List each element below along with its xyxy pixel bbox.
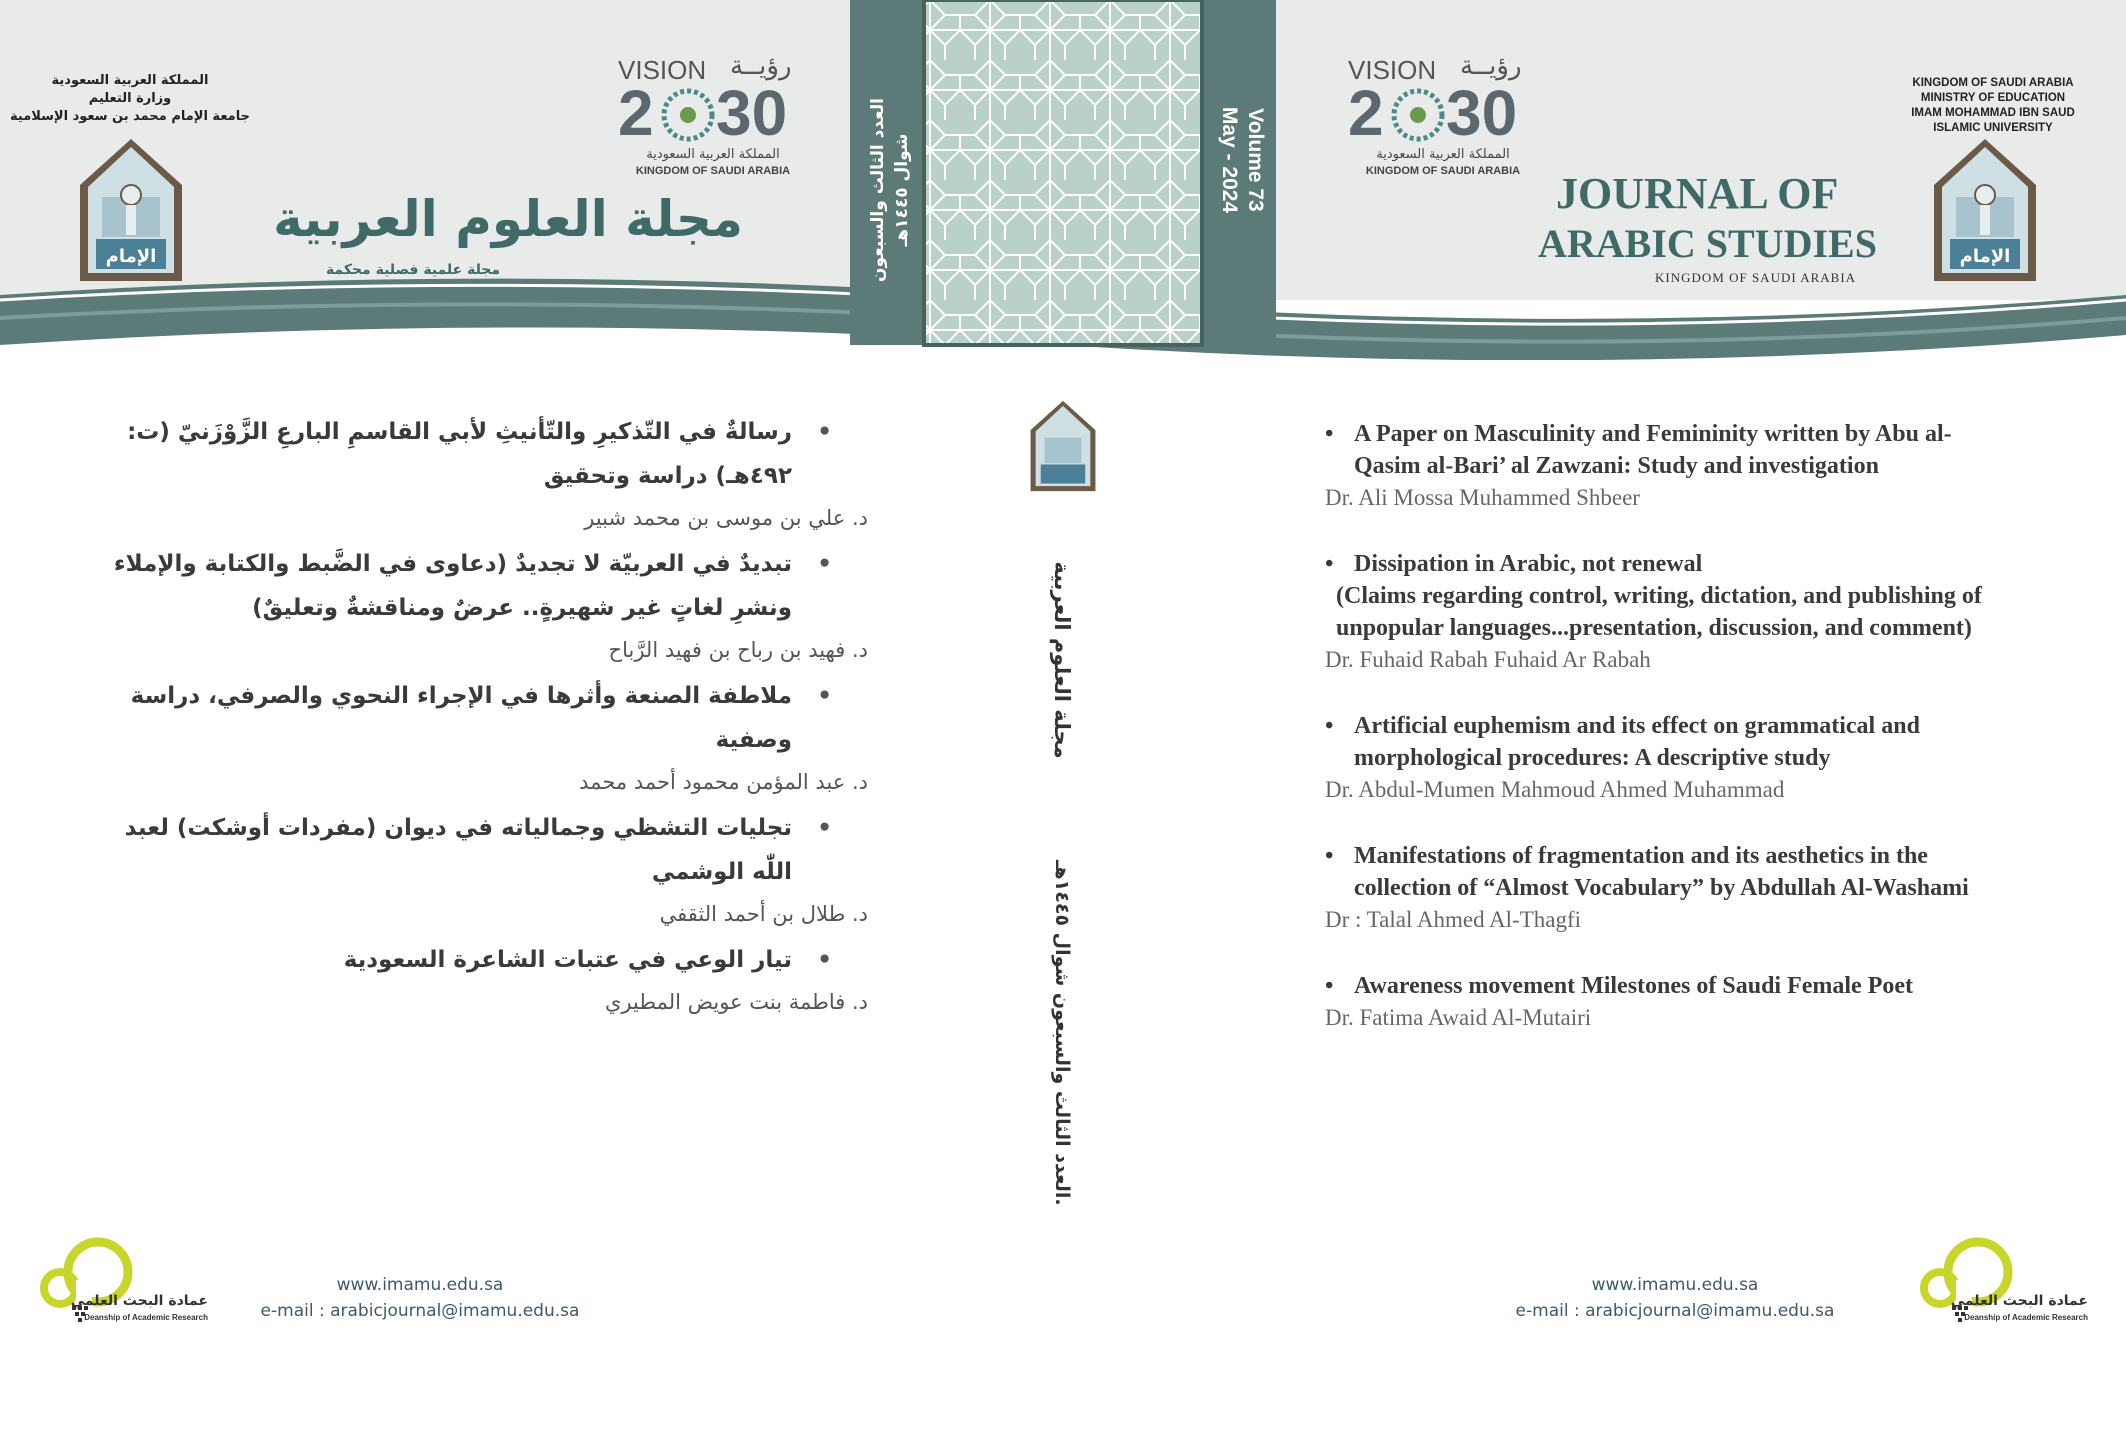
- deanship-ar: عمادة البحث العلمي: [70, 1293, 208, 1309]
- country-label: المملكة العربية السعودية: [51, 73, 209, 88]
- article-author: د. فاطمة بنت عويض المطيري: [605, 990, 868, 1014]
- arabic-articles-list: [100, 410, 868, 1026]
- article-title-line: Artificial euphemism and its effect on grammatical and: [1354, 713, 1920, 739]
- article-title-line: A Paper on Masculinity and Femininity written by Abu al-: [1354, 421, 1952, 447]
- article-title-line: unpopular languages...presentation, discussion, and comment): [1336, 615, 1972, 641]
- bullet: •: [1325, 713, 1334, 739]
- bullet: •: [1325, 973, 1334, 999]
- spine-issue-vertical: [866, 70, 926, 310]
- vision-2030-logo-front: [1348, 51, 1548, 185]
- university-label: IMAM MOHAMMAD IBN SAUD: [1911, 107, 2075, 119]
- spine-volume-vertical: [1208, 85, 1268, 235]
- vision-country-ar: المملكة العربية السعودية: [646, 147, 780, 162]
- article-title: تبديدٌ في العربيّة لا تجديدٌ (دعاوى في الضَّبط والكتابة والإملاء ونشرِ لغاتٍ غير شهيرةٍ.. عرضٌ ومناقشةٌ وتعليقٌ): [113, 551, 792, 621]
- article-author: Dr. Ali Mossa Muhammed Shbeer: [1325, 485, 1640, 510]
- logo-text: الإمام: [1959, 246, 2011, 267]
- deanship-ar: عمادة البحث العلمي: [1950, 1293, 2088, 1309]
- email-link[interactable]: e-mail : arabicjournal@imamu.edu.sa: [260, 1301, 580, 1321]
- journal-title-arabic: مجلة العلوم العربية: [273, 190, 743, 248]
- website-link[interactable]: www.imamu.edu.sa: [336, 1275, 504, 1295]
- ministry-label: MINISTRY OF EDUCATION: [1920, 92, 2066, 104]
- article-title-line: Qasim al-Bari’ al Zawzani: Study and investigation: [1354, 453, 1879, 479]
- article-author: Dr. Abdul-Mumen Mahmoud Ahmed Muhammad: [1325, 777, 1785, 802]
- vision-2030-logo-back: [618, 51, 818, 185]
- spine-university-logo: [1028, 396, 1098, 496]
- deanship-en: Deanship of Academic Research: [84, 1313, 208, 1322]
- vision-word-ar: رؤيــة: [1460, 51, 1522, 81]
- deanship-logo-back: [20, 1236, 210, 1331]
- bullet: •: [817, 419, 832, 445]
- front-footer-contact: [1505, 1272, 1845, 1324]
- university-label: جامعة الإمام محمد بن سعود الإسلامية: [10, 109, 250, 124]
- email-link[interactable]: e-mail : arabicjournal@imamu.edu.sa: [1515, 1301, 1835, 1321]
- list-item: [100, 938, 868, 1022]
- ministry-label: وزارة التعليم: [88, 91, 172, 106]
- article-title-line: Manifestations of fragmentation and its aesthetics in the: [1354, 843, 1928, 869]
- list-item: [100, 806, 868, 934]
- vision-emblem-icon: [660, 87, 716, 143]
- article-title: ملاطفة الصنعة وأثرها في الإجراء النحوي والصرفي، دراسة وصفية: [130, 683, 792, 753]
- vision-year-2: 2: [1348, 77, 1384, 149]
- vision-country-ar: المملكة العربية السعودية: [1376, 147, 1510, 162]
- article-author: Dr. Fuhaid Rabah Fuhaid Ar Rabah: [1325, 647, 1651, 672]
- vision-word-en: VISION: [1348, 55, 1437, 85]
- back-footer-contact: [250, 1272, 590, 1324]
- bullet: •: [1325, 421, 1334, 447]
- website-link[interactable]: www.imamu.edu.sa: [1591, 1275, 1759, 1295]
- article-author: د. فهيد بن رباح بن فهيد الرَّباح: [608, 638, 868, 662]
- spine-date-ar: شوال ١٤٤٥هـ: [892, 133, 912, 247]
- bullet: •: [817, 815, 832, 841]
- vision-word-en: VISION: [618, 55, 707, 85]
- english-articles-list: [1325, 418, 2085, 1068]
- journal-subtitle-english: KINGDOM OF SAUDI ARABIA: [1655, 270, 1857, 285]
- vision-word-ar: رؤيــة: [730, 51, 792, 81]
- list-item: [1325, 418, 2085, 514]
- article-title-line: Awareness movement Milestones of Saudi Female Poet: [1354, 973, 1914, 999]
- article-title: تجليات التشظي وجمالياته في ديوان (مفردات أوشكت) لعبد اللّٰه الوشمي: [124, 815, 792, 885]
- spine-issue-ar: العدد الثالث والسبعون: [868, 98, 888, 282]
- list-item: [1325, 840, 2085, 936]
- article-title-line: (Claims regarding control, writing, dictation, and publishing of: [1336, 583, 1982, 609]
- article-author: د. علي بن موسى بن محمد شبير: [584, 506, 868, 530]
- list-item: [100, 674, 868, 802]
- back-header-arabic: [10, 72, 250, 126]
- vision-year-30: 30: [716, 77, 788, 149]
- list-item: [100, 410, 868, 538]
- list-item: [100, 542, 868, 670]
- bullet: •: [1325, 843, 1334, 869]
- university-label-2: ISLAMIC UNIVERSITY: [1933, 122, 2053, 134]
- bullet: •: [817, 551, 832, 577]
- bullet: •: [817, 683, 832, 709]
- country-label: KINGDOM OF SAUDI ARABIA: [1912, 77, 2074, 89]
- article-title-line: collection of “Almost Vocabulary” by Abdullah Al-Washami: [1354, 875, 1969, 901]
- list-item: [1325, 710, 2085, 806]
- vision-country-en: KINGDOM OF SAUDI ARABIA: [635, 165, 791, 177]
- journal-title-english-2: ARABIC STUDIES: [1538, 221, 1877, 266]
- list-item: [1325, 548, 2085, 676]
- spine-title-vertical: [1040, 560, 1080, 760]
- spine-issue-full: العدد الثالث والسبعون شوال ١٤٤٥هـ.: [1051, 860, 1073, 1206]
- vision-year-30: 30: [1446, 77, 1518, 149]
- vision-year-2: 2: [618, 77, 654, 149]
- front-header-english: [1888, 76, 2098, 136]
- spine-date-en: May - 2024: [1218, 106, 1241, 214]
- deanship-en: Deanship of Academic Research: [1964, 1313, 2088, 1322]
- article-title-line: morphological procedures: A descriptive study: [1354, 745, 1831, 771]
- logo-text: الإمام: [105, 246, 157, 267]
- deanship-logo-front: [1900, 1236, 2090, 1331]
- spine-journal-title: مجلة العلوم العربية: [1050, 561, 1074, 759]
- vision-country-en: KINGDOM OF SAUDI ARABIA: [1365, 165, 1521, 177]
- article-author: د. طلال بن أحمد الثقفي: [659, 902, 868, 926]
- vision-emblem-icon: [1390, 87, 1446, 143]
- list-item: [1325, 970, 2085, 1034]
- article-author: د. عبد المؤمن محمود أحمد محمد: [579, 770, 868, 794]
- bullet: •: [1325, 551, 1334, 577]
- article-author: Dr. Fatima Awaid Al-Mutairi: [1325, 1005, 1592, 1030]
- spine-issue-full-vertical: [1040, 860, 1080, 1206]
- journal-subtitle-arabic: مجلة علمية فصلية محكمة: [325, 262, 501, 278]
- bullet: •: [817, 947, 832, 973]
- article-title: رسالةٌ في التّذكيرِ والتّأنيثِ لأبي القاسمِ البارعِ الزَّوْزَنيّ (ت: ٤٩٢هـ) دراسة وتحقيق: [127, 419, 792, 489]
- article-title: تيار الوعي في عتبات الشاعرة السعودية: [343, 947, 792, 973]
- university-logo-front: [1930, 135, 2040, 285]
- university-logo: [76, 135, 186, 285]
- article-title-line: Dissipation in Arabic, not renewal: [1354, 551, 1703, 577]
- article-author: Dr : Talal Ahmed Al-Thagfi: [1325, 907, 1582, 932]
- spine-volume-en: Volume 73: [1244, 108, 1267, 212]
- journal-title-english-1: JOURNAL OF: [1556, 169, 1839, 218]
